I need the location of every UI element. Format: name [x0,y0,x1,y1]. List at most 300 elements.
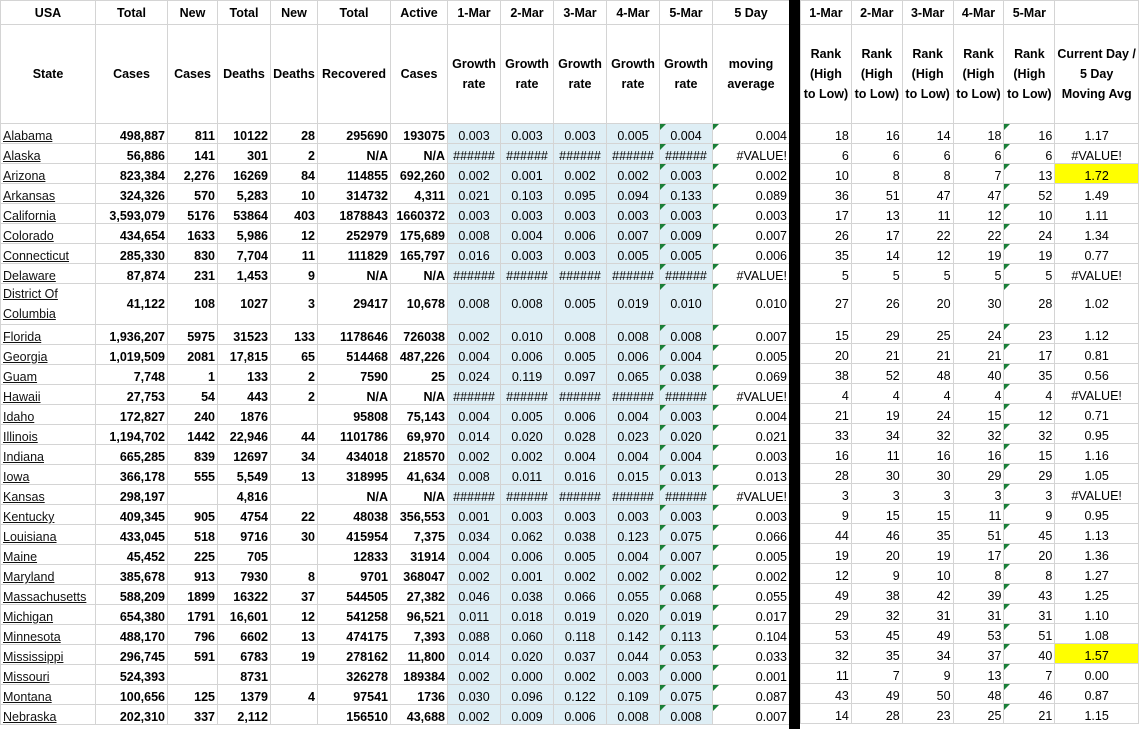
rank-cell[interactable]: 6 [801,144,852,164]
growth-rate-cell[interactable]: 0.002 [448,325,501,345]
rank-cell[interactable]: 50 [902,684,953,704]
growth-rate-cell[interactable]: 0.011 [501,465,554,485]
new-cases-cell[interactable]: 905 [168,505,218,525]
rank-cell[interactable]: 27 [801,284,852,324]
current-day-ratio-cell[interactable]: 1.11 [1055,204,1139,224]
active-cases-cell[interactable]: 1660372 [391,204,448,224]
moving-average-cell[interactable]: 0.104 [713,625,790,645]
rank-cell[interactable]: 48 [902,364,953,384]
total-deaths-cell[interactable]: 2,112 [218,705,271,725]
active-cases-cell[interactable]: 692,260 [391,164,448,184]
rank-cell[interactable]: 35 [1004,364,1055,384]
total-cases-cell[interactable]: 524,393 [96,665,168,685]
growth-rate-cell[interactable]: 0.007 [607,224,660,244]
total-deaths-cell[interactable]: 8731 [218,665,271,685]
rank-cell[interactable]: 23 [902,704,953,724]
active-cases-cell[interactable]: N/A [391,385,448,405]
rank-cell[interactable]: 13 [851,204,902,224]
growth-rate-cell[interactable]: 0.001 [501,565,554,585]
current-day-ratio-cell[interactable]: 1.02 [1055,284,1139,324]
growth-rate-cell[interactable]: ###### [501,385,554,405]
rank-cell[interactable]: 20 [1004,544,1055,564]
state-link[interactable]: Maine [1,545,96,565]
rank-cell[interactable]: 42 [902,584,953,604]
rank-cell[interactable]: 21 [953,344,1004,364]
growth-rate-cell[interactable]: 0.004 [448,345,501,365]
rank-cell[interactable]: 16 [953,444,1004,464]
recovered-cell[interactable]: 541258 [318,605,391,625]
rank-cell[interactable]: 30 [902,464,953,484]
total-cases-cell[interactable]: 100,656 [96,685,168,705]
growth-rate-cell[interactable]: ###### [607,144,660,164]
rank-cell[interactable]: 32 [851,604,902,624]
total-cases-cell[interactable]: 366,178 [96,465,168,485]
recovered-cell[interactable]: 544505 [318,585,391,605]
growth-rate-cell[interactable]: 0.011 [448,605,501,625]
new-cases-cell[interactable]: 5975 [168,325,218,345]
rank-cell[interactable]: 9 [1004,504,1055,524]
new-deaths-cell[interactable] [271,545,318,565]
total-cases-cell[interactable]: 409,345 [96,505,168,525]
growth-rate-cell[interactable]: 0.133 [660,184,713,204]
new-cases-cell[interactable]: 1791 [168,605,218,625]
active-cases-cell[interactable]: 218570 [391,445,448,465]
total-cases-cell[interactable]: 3,593,079 [96,204,168,224]
new-cases-cell[interactable]: 141 [168,144,218,164]
new-deaths-cell[interactable]: 22 [271,505,318,525]
rank-cell[interactable]: 48 [953,684,1004,704]
rank-cell[interactable]: 3 [902,484,953,504]
rank-cell[interactable]: 44 [801,524,852,544]
active-cases-cell[interactable]: 96,521 [391,605,448,625]
growth-rate-cell[interactable]: 0.004 [607,405,660,425]
new-deaths-cell[interactable]: 3 [271,284,318,325]
current-day-ratio-cell[interactable]: 0.00 [1055,664,1139,684]
moving-average-cell[interactable]: 0.033 [713,645,790,665]
rank-cell[interactable]: 13 [953,664,1004,684]
new-deaths-cell[interactable]: 19 [271,645,318,665]
active-cases-cell[interactable]: 10,678 [391,284,448,325]
growth-rate-cell[interactable]: 0.068 [660,585,713,605]
new-deaths-cell[interactable]: 8 [271,565,318,585]
rank-cell[interactable]: 3 [953,484,1004,504]
rank-cell[interactable]: 12 [902,244,953,264]
current-day-ratio-cell[interactable]: 1.34 [1055,224,1139,244]
new-deaths-cell[interactable]: 2 [271,144,318,164]
state-link[interactable]: Connecticut [1,244,96,264]
rank-cell[interactable]: 36 [801,184,852,204]
moving-average-cell[interactable]: 0.006 [713,244,790,264]
rank-cell[interactable]: 16 [851,124,902,144]
growth-rate-cell[interactable]: ###### [554,385,607,405]
rank-cell[interactable]: 32 [801,644,852,664]
rank-cell[interactable]: 51 [953,524,1004,544]
rank-cell[interactable]: 49 [801,584,852,604]
growth-rate-cell[interactable]: 0.020 [660,425,713,445]
growth-rate-cell[interactable]: 0.028 [554,425,607,445]
total-deaths-cell[interactable]: 6783 [218,645,271,665]
new-deaths-cell[interactable]: 12 [271,605,318,625]
current-day-ratio-cell[interactable]: #VALUE! [1055,384,1139,404]
moving-average-cell[interactable]: 0.001 [713,665,790,685]
rank-cell[interactable]: 29 [1004,464,1055,484]
rank-cell[interactable]: 49 [851,684,902,704]
rank-cell[interactable]: 6 [1004,144,1055,164]
growth-rate-cell[interactable]: 0.005 [554,545,607,565]
growth-rate-cell[interactable]: 0.008 [660,325,713,345]
active-cases-cell[interactable]: 7,375 [391,525,448,545]
new-deaths-cell[interactable]: 34 [271,445,318,465]
active-cases-cell[interactable]: 41,634 [391,465,448,485]
rank-cell[interactable]: 29 [851,324,902,344]
rank-cell[interactable]: 14 [801,704,852,724]
rank-cell[interactable]: 22 [902,224,953,244]
current-day-ratio-cell[interactable]: 1.05 [1055,464,1139,484]
growth-rate-cell[interactable]: 0.088 [448,625,501,645]
new-deaths-cell[interactable] [271,665,318,685]
growth-rate-cell[interactable]: 0.060 [501,625,554,645]
rank-cell[interactable]: 16 [1004,124,1055,144]
growth-rate-cell[interactable]: 0.013 [660,465,713,485]
growth-rate-cell[interactable]: 0.008 [448,224,501,244]
rank-cell[interactable]: 11 [902,204,953,224]
rank-cell[interactable]: 19 [801,544,852,564]
rank-cell[interactable]: 16 [902,444,953,464]
rank-cell[interactable]: 34 [851,424,902,444]
growth-rate-cell[interactable]: ###### [554,144,607,164]
recovered-cell[interactable]: 252979 [318,224,391,244]
new-deaths-cell[interactable]: 10 [271,184,318,204]
rank-cell[interactable]: 25 [953,704,1004,724]
rank-cell[interactable]: 47 [902,184,953,204]
rank-cell[interactable]: 31 [1004,604,1055,624]
growth-rate-cell[interactable]: 0.095 [554,184,607,204]
rank-cell[interactable]: 18 [801,124,852,144]
growth-rate-cell[interactable]: 0.123 [607,525,660,545]
growth-rate-cell[interactable]: 0.113 [660,625,713,645]
rank-cell[interactable]: 4 [953,384,1004,404]
growth-rate-cell[interactable]: 0.034 [448,525,501,545]
moving-average-cell[interactable]: 0.013 [713,465,790,485]
rank-cell[interactable]: 17 [1004,344,1055,364]
new-cases-cell[interactable]: 2,276 [168,164,218,184]
growth-rate-cell[interactable]: 0.001 [448,505,501,525]
growth-rate-cell[interactable]: 0.006 [554,405,607,425]
rank-cell[interactable]: 15 [1004,444,1055,464]
growth-rate-cell[interactable]: 0.038 [501,585,554,605]
recovered-cell[interactable]: N/A [318,485,391,505]
total-deaths-cell[interactable]: 7930 [218,565,271,585]
growth-rate-cell[interactable]: 0.004 [448,545,501,565]
new-cases-cell[interactable]: 231 [168,264,218,284]
rank-cell[interactable]: 19 [1004,244,1055,264]
state-link[interactable]: Alaska [1,144,96,164]
growth-rate-cell[interactable]: ###### [607,385,660,405]
current-day-ratio-cell[interactable]: 0.56 [1055,364,1139,384]
total-deaths-cell[interactable]: 6602 [218,625,271,645]
rank-cell[interactable]: 9 [801,504,852,524]
rank-cell[interactable]: 30 [953,284,1004,324]
current-day-ratio-cell[interactable]: #VALUE! [1055,144,1139,164]
total-cases-cell[interactable]: 433,045 [96,525,168,545]
total-cases-cell[interactable]: 202,310 [96,705,168,725]
growth-rate-cell[interactable]: ###### [554,264,607,284]
state-link[interactable]: Arizona [1,164,96,184]
moving-average-cell[interactable]: 0.005 [713,545,790,565]
active-cases-cell[interactable]: 356,553 [391,505,448,525]
rank-cell[interactable]: 45 [1004,524,1055,544]
growth-rate-cell[interactable]: 0.002 [448,665,501,685]
growth-rate-cell[interactable]: 0.021 [448,184,501,204]
current-day-ratio-cell[interactable]: 1.17 [1055,124,1139,144]
rank-cell[interactable]: 10 [902,564,953,584]
growth-rate-cell[interactable]: 0.008 [448,284,501,325]
state-link[interactable]: Kentucky [1,505,96,525]
growth-rate-cell[interactable]: 0.008 [660,705,713,725]
growth-rate-cell[interactable]: ###### [448,264,501,284]
state-link[interactable]: Missouri [1,665,96,685]
rank-cell[interactable]: 4 [1004,384,1055,404]
state-link[interactable]: District Of Columbia [1,284,96,325]
growth-rate-cell[interactable]: ###### [660,385,713,405]
active-cases-cell[interactable]: 487,226 [391,345,448,365]
rank-cell[interactable]: 40 [953,364,1004,384]
growth-rate-cell[interactable]: 0.142 [607,625,660,645]
rank-cell[interactable]: 8 [902,164,953,184]
total-deaths-cell[interactable]: 1027 [218,284,271,325]
moving-average-cell[interactable]: 0.003 [713,204,790,224]
growth-rate-cell[interactable]: 0.010 [660,284,713,325]
current-day-ratio-cell[interactable]: 1.16 [1055,444,1139,464]
growth-rate-cell[interactable]: 0.038 [660,365,713,385]
total-cases-cell[interactable]: 488,170 [96,625,168,645]
rank-cell[interactable]: 10 [801,164,852,184]
moving-average-cell[interactable]: #VALUE! [713,144,790,164]
rank-cell[interactable]: 7 [851,664,902,684]
growth-rate-cell[interactable]: 0.109 [607,685,660,705]
total-cases-cell[interactable]: 498,887 [96,124,168,144]
rank-cell[interactable]: 47 [953,184,1004,204]
state-link[interactable]: Indiana [1,445,96,465]
rank-cell[interactable]: 32 [953,424,1004,444]
total-cases-cell[interactable]: 665,285 [96,445,168,465]
rank-cell[interactable]: 19 [902,544,953,564]
growth-rate-cell[interactable]: 0.004 [607,545,660,565]
growth-rate-cell[interactable]: ###### [448,144,501,164]
growth-rate-cell[interactable]: 0.005 [660,244,713,264]
new-cases-cell[interactable] [168,485,218,505]
new-deaths-cell[interactable]: 12 [271,224,318,244]
growth-rate-cell[interactable]: 0.008 [607,325,660,345]
rank-cell[interactable]: 3 [851,484,902,504]
active-cases-cell[interactable]: 7,393 [391,625,448,645]
rank-cell[interactable]: 8 [851,164,902,184]
rank-cell[interactable]: 17 [851,224,902,244]
growth-rate-cell[interactable]: 0.014 [448,425,501,445]
growth-rate-cell[interactable]: 0.046 [448,585,501,605]
total-cases-cell[interactable]: 56,886 [96,144,168,164]
rank-cell[interactable]: 12 [801,564,852,584]
moving-average-cell[interactable]: 0.002 [713,565,790,585]
growth-rate-cell[interactable]: 0.018 [501,605,554,625]
state-link[interactable]: Alabama [1,124,96,144]
recovered-cell[interactable]: 326278 [318,665,391,685]
growth-rate-cell[interactable]: 0.004 [501,224,554,244]
growth-rate-cell[interactable]: ###### [660,264,713,284]
current-day-ratio-cell[interactable]: 0.95 [1055,424,1139,444]
total-cases-cell[interactable]: 285,330 [96,244,168,264]
growth-rate-cell[interactable]: 0.019 [607,284,660,325]
new-cases-cell[interactable]: 811 [168,124,218,144]
new-deaths-cell[interactable]: 13 [271,625,318,645]
current-day-ratio-cell[interactable]: 1.12 [1055,324,1139,344]
rank-cell[interactable]: 21 [1004,704,1055,724]
growth-rate-cell[interactable]: 0.003 [501,244,554,264]
rank-cell[interactable]: 38 [801,364,852,384]
growth-rate-cell[interactable]: 0.096 [501,685,554,705]
new-cases-cell[interactable]: 1633 [168,224,218,244]
current-day-ratio-cell[interactable]: 0.81 [1055,344,1139,364]
state-link[interactable]: Georgia [1,345,96,365]
recovered-cell[interactable]: 97541 [318,685,391,705]
state-link[interactable]: Idaho [1,405,96,425]
growth-rate-cell[interactable]: 0.005 [501,405,554,425]
growth-rate-cell[interactable]: ###### [660,485,713,505]
new-deaths-cell[interactable]: 28 [271,124,318,144]
rank-cell[interactable]: 21 [801,404,852,424]
total-cases-cell[interactable]: 27,753 [96,385,168,405]
state-link[interactable]: Illinois [1,425,96,445]
total-deaths-cell[interactable]: 53864 [218,204,271,224]
new-deaths-cell[interactable]: 84 [271,164,318,184]
rank-cell[interactable]: 34 [902,644,953,664]
moving-average-cell[interactable]: 0.007 [713,325,790,345]
current-day-ratio-cell[interactable]: #VALUE! [1055,264,1139,284]
growth-rate-cell[interactable]: 0.004 [660,445,713,465]
new-deaths-cell[interactable] [271,405,318,425]
recovered-cell[interactable]: 156510 [318,705,391,725]
rank-cell[interactable]: 5 [902,264,953,284]
new-cases-cell[interactable]: 337 [168,705,218,725]
recovered-cell[interactable]: 278162 [318,645,391,665]
moving-average-cell[interactable]: 0.066 [713,525,790,545]
state-link[interactable]: Hawaii [1,385,96,405]
total-deaths-cell[interactable]: 4,816 [218,485,271,505]
moving-average-cell[interactable]: 0.007 [713,705,790,725]
state-link[interactable]: Massachusetts [1,585,96,605]
rank-cell[interactable]: 8 [953,564,1004,584]
growth-rate-cell[interactable]: 0.075 [660,685,713,705]
total-deaths-cell[interactable]: 22,946 [218,425,271,445]
growth-rate-cell[interactable]: 0.002 [448,705,501,725]
moving-average-cell[interactable]: #VALUE! [713,264,790,284]
growth-rate-cell[interactable]: 0.002 [554,665,607,685]
growth-rate-cell[interactable]: 0.000 [501,665,554,685]
rank-cell[interactable]: 7 [953,164,1004,184]
recovered-cell[interactable]: N/A [318,264,391,284]
total-deaths-cell[interactable]: 1,453 [218,264,271,284]
total-deaths-cell[interactable]: 5,283 [218,184,271,204]
rank-cell[interactable]: 3 [1004,484,1055,504]
growth-rate-cell[interactable]: 0.004 [660,345,713,365]
rank-cell[interactable]: 40 [1004,644,1055,664]
total-cases-cell[interactable]: 87,874 [96,264,168,284]
rank-cell[interactable]: 35 [801,244,852,264]
current-day-ratio-cell[interactable]: 1.13 [1055,524,1139,544]
rank-cell[interactable]: 38 [851,584,902,604]
recovered-cell[interactable]: 29417 [318,284,391,325]
growth-rate-cell[interactable]: 0.008 [554,325,607,345]
rank-cell[interactable]: 5 [851,264,902,284]
growth-rate-cell[interactable]: 0.065 [607,365,660,385]
moving-average-cell[interactable]: 0.003 [713,445,790,465]
growth-rate-cell[interactable]: ###### [501,144,554,164]
rank-cell[interactable]: 3 [801,484,852,504]
current-day-ratio-cell[interactable]: 0.95 [1055,504,1139,524]
current-day-ratio-cell[interactable]: 1.36 [1055,544,1139,564]
rank-cell[interactable]: 32 [1004,424,1055,444]
growth-rate-cell[interactable]: 0.002 [501,445,554,465]
new-deaths-cell[interactable]: 2 [271,365,318,385]
rank-cell[interactable]: 17 [953,544,1004,564]
growth-rate-cell[interactable]: 0.066 [554,585,607,605]
growth-rate-cell[interactable]: 0.023 [607,425,660,445]
growth-rate-cell[interactable]: 0.053 [660,645,713,665]
growth-rate-cell[interactable]: 0.008 [501,284,554,325]
active-cases-cell[interactable]: N/A [391,144,448,164]
growth-rate-cell[interactable]: 0.000 [660,665,713,685]
growth-rate-cell[interactable]: ###### [501,485,554,505]
rank-cell[interactable]: 32 [902,424,953,444]
rank-cell[interactable]: 35 [902,524,953,544]
rank-cell[interactable]: 18 [953,124,1004,144]
growth-rate-cell[interactable]: 0.002 [660,565,713,585]
rank-cell[interactable]: 20 [851,544,902,564]
growth-rate-cell[interactable]: ###### [448,485,501,505]
current-day-ratio-cell[interactable]: 1.10 [1055,604,1139,624]
rank-cell[interactable]: 8 [1004,564,1055,584]
new-cases-cell[interactable]: 1 [168,365,218,385]
total-cases-cell[interactable]: 1,936,207 [96,325,168,345]
rank-cell[interactable]: 13 [1004,164,1055,184]
total-cases-cell[interactable]: 1,019,509 [96,345,168,365]
growth-rate-cell[interactable]: 0.003 [607,505,660,525]
new-cases-cell[interactable]: 1899 [168,585,218,605]
rank-cell[interactable]: 49 [902,624,953,644]
growth-rate-cell[interactable]: 0.007 [660,545,713,565]
new-deaths-cell[interactable]: 403 [271,204,318,224]
growth-rate-cell[interactable]: 0.019 [660,605,713,625]
current-day-ratio-cell[interactable]: 1.57 [1055,644,1139,664]
new-cases-cell[interactable]: 2081 [168,345,218,365]
state-link[interactable]: Montana [1,685,96,705]
moving-average-cell[interactable]: 0.004 [713,405,790,425]
total-cases-cell[interactable]: 298,197 [96,485,168,505]
rank-cell[interactable]: 28 [1004,284,1055,324]
new-deaths-cell[interactable]: 11 [271,244,318,264]
recovered-cell[interactable]: 318995 [318,465,391,485]
rank-cell[interactable]: 15 [953,404,1004,424]
rank-cell[interactable]: 35 [851,644,902,664]
rank-cell[interactable]: 52 [851,364,902,384]
rank-cell[interactable]: 26 [801,224,852,244]
new-deaths-cell[interactable]: 37 [271,585,318,605]
rank-cell[interactable]: 7 [1004,664,1055,684]
new-deaths-cell[interactable]: 133 [271,325,318,345]
growth-rate-cell[interactable]: 0.003 [501,204,554,224]
total-deaths-cell[interactable]: 5,549 [218,465,271,485]
total-deaths-cell[interactable]: 7,704 [218,244,271,264]
